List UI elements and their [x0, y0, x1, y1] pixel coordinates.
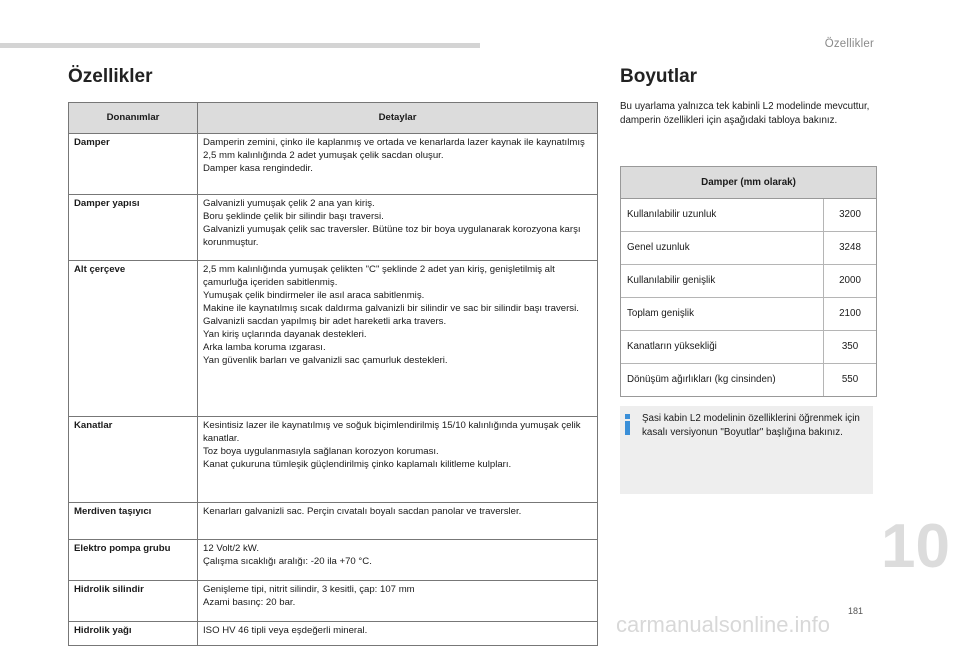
detail-line: Kanat çukuruna tümleşik güçlendirilmiş çinko kaplamalı kilitleme kulpları. [203, 459, 512, 471]
dimension-value: 2100 [839, 308, 861, 319]
dimension-row [621, 232, 876, 265]
row-label: Elektro pompa grubu [69, 540, 198, 581]
dimension-value: 3200 [839, 209, 861, 220]
detail-line: Makine ile kaynatılmış sıcak daldırma galvanizli bir silindir ve sac bir silindir başı traversi. [203, 303, 579, 315]
dimension-label: Kullanılabilir uzunluk [621, 199, 824, 231]
column-header: Donanımlar [69, 103, 198, 134]
table-row [69, 540, 598, 581]
row-details [198, 581, 598, 622]
row-label: Merdiven taşıyıcı [69, 503, 198, 540]
row-label: Hidrolik yağı [69, 622, 198, 646]
dimensions-intro: Bu uyarlama yalnızca tek kabinli L2 modelinde mevcuttur, damperin özellikleri için aşağıdaki tabloya bakınız. [620, 101, 870, 126]
dimension-label: Kanatların yüksekliği [621, 331, 824, 363]
dimension-value: 350 [841, 341, 859, 352]
detail-line: Damperin zemini, çinko ile kaplanmış ve ortada ve kenarlarda lazer kaynak ile kaynatılmış 2,5 mm kalınlığında 2 adet yumuşak çelik sacdan oluşur. [203, 137, 585, 162]
dimensions-table [620, 166, 877, 397]
detail-line: Çalışma sıcaklığı aralığı: -20 ila +70 °C. [203, 556, 372, 568]
dimension-value: 3248 [839, 242, 861, 253]
table-row [69, 134, 598, 195]
table-row [69, 581, 598, 622]
info-note [620, 406, 873, 494]
row-details [198, 503, 598, 540]
dimensions-table-body [621, 199, 876, 396]
row-details [198, 540, 598, 581]
detail-line: Kesintisiz lazer ile kaynatılmış ve soğuk biçimlendirilmiş 15/10 kalınlığında yumuşak çelik kanatlar. [203, 420, 581, 445]
detail-line: Azami basınç: 20 bar. [203, 597, 296, 609]
row-label: Damper yapısı [69, 195, 198, 261]
dimension-value: 2000 [839, 275, 861, 286]
row-details [198, 417, 598, 503]
row-details [198, 261, 598, 417]
watermark-text: carmanualsonline.info [616, 612, 831, 637]
page-number: 181 [848, 606, 864, 616]
dimension-row [621, 364, 876, 396]
dimension-row [621, 199, 876, 232]
detail-line: Damper kasa rengindedir. [203, 163, 313, 175]
detail-line: Yumuşak çelik bindirmeler ile asıl araca sabitlenmiş. [203, 290, 425, 302]
detail-line: Galvanizli yumuşak çelik sac traversler. Bütüne toz bir boya uygulanarak korozyona karşı korunmuştur. [203, 224, 581, 249]
dimension-value: 550 [841, 374, 859, 385]
detail-line: Kenarları galvanizli sac. Perçin cıvatalı boyalı sacdan panolar ve traversler. [203, 506, 522, 517]
dimension-label: Genel uzunluk [621, 232, 824, 264]
dimensions-table-header: Damper (mm olarak) [621, 167, 876, 199]
row-label: Damper [69, 134, 198, 195]
table-row [69, 417, 598, 503]
detail-line: ISO HV 46 tipli veya eşdeğerli mineral. [203, 625, 368, 636]
detail-line: Toz boya uygulanmasıyla sağlanan korozyon koruması. [203, 446, 439, 458]
dimension-label: Toplam genişlik [621, 298, 824, 330]
dimension-label: Kullanılabilir genişlik [621, 265, 824, 297]
row-label: Hidrolik silindir [69, 581, 198, 622]
dimension-label: Dönüşüm ağırlıkları (kg cinsinden) [621, 364, 824, 396]
detail-line: Genişleme tipi, nitrit silindir, 3 kesitli, çap: 107 mm [203, 584, 415, 595]
table-row [69, 622, 598, 646]
row-details [198, 622, 598, 646]
specifications-table [68, 102, 598, 646]
column-header: Detaylar [198, 103, 598, 134]
row-label: Alt çerçeve [69, 261, 198, 417]
section-header: Özellikler [824, 38, 874, 50]
dimension-row [621, 265, 876, 298]
dimension-row [621, 331, 876, 364]
row-details [198, 134, 598, 195]
detail-line: 12 Volt/2 kW. [203, 543, 259, 554]
header-rule [0, 43, 480, 48]
table-row [69, 261, 598, 417]
table-header-row [69, 103, 598, 134]
detail-line: Arka lamba koruma ızgarası. [203, 342, 326, 354]
info-note-text: Şasi kabin L2 modelinin özelliklerini öğrenmek için kasalı versiyonun "Boyutlar" başlığına bakınız. [642, 413, 860, 438]
row-label: Kanatlar [69, 417, 198, 503]
dimension-row [621, 298, 876, 331]
page-title: Özellikler [68, 66, 153, 87]
detail-line: Galvanizli sacdan yapılmış bir adet hareketli arka travers. [203, 316, 447, 328]
specifications-body [69, 134, 598, 646]
info-icon [623, 414, 632, 436]
row-details [198, 195, 598, 261]
detail-line: Yan kiriş uçlarında dayanak destekleri. [203, 329, 367, 341]
dimensions-title: Boyutlar [620, 66, 698, 87]
table-row [69, 195, 598, 261]
detail-line: 2,5 mm kalınlığında yumuşak çelikten "C" şeklinde 2 adet yan kiriş, genişletilmiş alt çamurluğa içeriden sabitlenmiş. [203, 264, 555, 289]
detail-line: Yan güvenlik barları ve galvanizli sac çamurluk destekleri. [203, 355, 448, 367]
chapter-number: 10 [881, 512, 950, 581]
table-row [69, 503, 598, 540]
detail-line: Boru şeklinde çelik bir silindir başı traversi. [203, 211, 384, 223]
detail-line: Galvanizli yumuşak çelik 2 ana yan kiriş. [203, 198, 375, 209]
